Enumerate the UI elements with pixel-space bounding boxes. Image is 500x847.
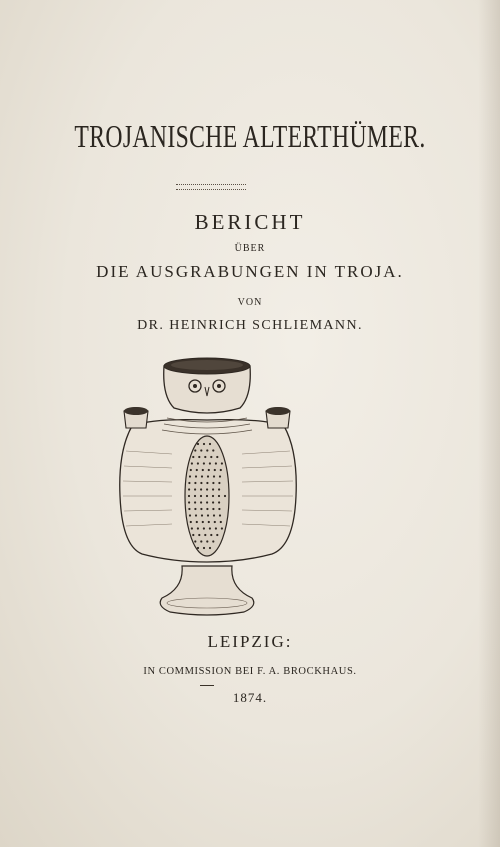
title-ornament-rule [176,184,246,190]
publication-place: LEIPZIG: [207,632,293,651]
owl-face-vase-icon [112,356,302,618]
page-gutter-shadow [478,0,500,847]
publisher-line: IN COMMISSION BEI F. A. BROCKHAUS. [143,666,357,677]
author-name: DR. HEINRICH SCHLIEMANN. [137,318,363,333]
subtitle-bericht: BERICHT [194,210,306,234]
publication-year: 1874. [232,690,268,705]
subtitle-von: VON [237,297,263,308]
year-divider [200,685,214,686]
subtitle-ueber: ÜBER [234,243,266,254]
book-title: TROJANISCHE ALTERTHÜMER. [74,118,426,154]
subtitle-ausgrabungen: DIE AUSGRABUNGEN IN TROJA. [96,262,404,281]
